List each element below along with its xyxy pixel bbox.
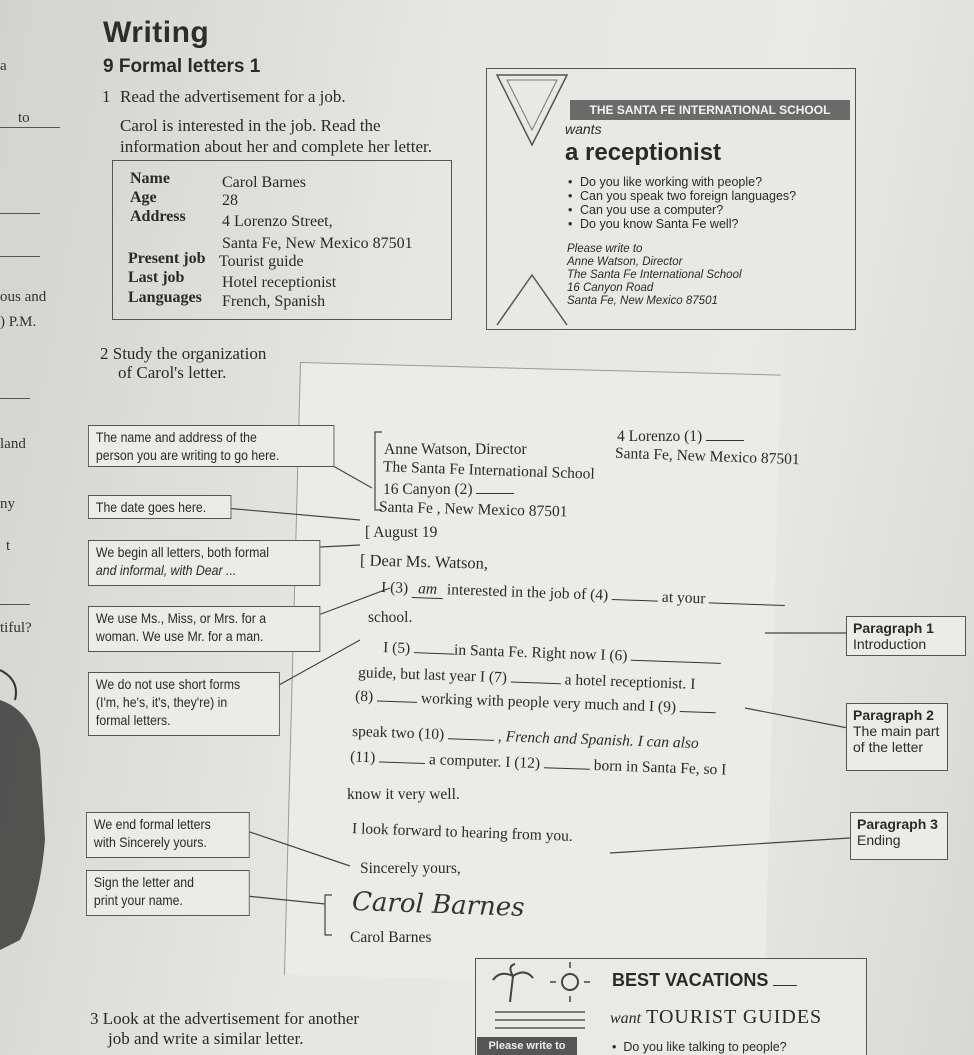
please-write-banner: Please write to bbox=[477, 1037, 577, 1055]
margin-text: land bbox=[0, 436, 26, 452]
letter-line: school. bbox=[368, 609, 413, 626]
instruction-line: Carol is interested in the job. Read the bbox=[120, 116, 381, 135]
info-value: Santa Fe, New Mexico 87501 bbox=[222, 235, 413, 252]
margin-text: ous and bbox=[0, 289, 47, 305]
ad-bullet: • Can you speak two foreign languages? bbox=[568, 189, 796, 203]
ad-bullet: • Do you know Santa Fe well? bbox=[568, 217, 796, 231]
info-value: Hotel receptionist bbox=[222, 274, 337, 291]
printed-name: Carol Barnes bbox=[350, 929, 432, 946]
section-heading: 9 Formal letters 1 bbox=[103, 56, 261, 77]
letter-line: know it very well. bbox=[347, 786, 460, 803]
letter-date: [ August 19 bbox=[365, 524, 438, 541]
recipient-name: Anne Watson, Director bbox=[384, 441, 527, 458]
signature: Carol Barnes bbox=[351, 886, 526, 924]
instruction-line: information about her and complete her letter. bbox=[120, 137, 433, 156]
info-value: Carol Barnes bbox=[222, 174, 306, 191]
ad-bullet: • Do you like working with people? bbox=[568, 175, 796, 189]
letter-greeting: [ Dear Ms. Watson, bbox=[359, 550, 489, 573]
ad-job-title: a receptionist bbox=[565, 139, 722, 166]
instruction-line: 2 Study the organization bbox=[100, 344, 267, 363]
info-label: Name bbox=[130, 170, 170, 187]
letter-closing: Sincerely yours, bbox=[360, 860, 461, 877]
note-greeting: We begin all letters, both formal and informal, with Dear ... bbox=[88, 540, 320, 586]
info-label: Last job bbox=[128, 269, 185, 286]
recipient-street: 16 Canyon (2) bbox=[383, 481, 514, 499]
letter-closing-line: I look forward to hearing from you. bbox=[351, 820, 574, 845]
letter-line: speak two (10) , French and Spanish. I can also bbox=[351, 722, 699, 753]
bottom-ad-bullet: • Do you like talking to people? bbox=[612, 1040, 787, 1054]
instruction-line: job and write a similar letter. bbox=[108, 1029, 304, 1048]
note-date: The date goes here. bbox=[88, 495, 231, 519]
page-title: Writing bbox=[103, 16, 210, 49]
info-value: Tourist guide bbox=[219, 253, 304, 270]
bottom-ad-job: want TOURIST GUIDES bbox=[610, 1006, 823, 1028]
letter-line: I (3) am interested in the job of (4) at your bbox=[381, 579, 786, 611]
margin-text: tiful? bbox=[0, 620, 32, 636]
note-signature: Sign the letter and print your name. bbox=[86, 870, 250, 916]
instruction-line: 3 Look at the advertisement for another bbox=[90, 1009, 360, 1028]
letter-line: guide, but last year I (7) a hotel receptionist. I bbox=[357, 664, 696, 693]
info-value: French, Spanish bbox=[222, 293, 326, 310]
instruction-line: of Carol's letter. bbox=[118, 363, 227, 382]
info-label: Address bbox=[130, 208, 186, 225]
instruction-line: Read the advertisement for a job. bbox=[120, 87, 346, 106]
bottom-ad-title: BEST VACATIONS bbox=[612, 970, 797, 991]
note-recipient: The name and address of the person you are writing to go here. bbox=[88, 425, 334, 467]
letter-line: (8) working with people very much and I (9) bbox=[355, 688, 716, 719]
recipient-school: The Santa Fe International School bbox=[382, 458, 596, 483]
note-paragraph-2: Paragraph 2 The main part of the letter bbox=[846, 703, 948, 771]
margin-text: t bbox=[6, 538, 11, 554]
info-label: Age bbox=[130, 189, 157, 206]
margin-text: ) P.M. bbox=[0, 314, 37, 330]
note-ending: We end formal letters with Sincerely yours. bbox=[86, 812, 250, 858]
ad-bullet: • Can you use a computer? bbox=[568, 203, 796, 217]
letter-line: (11) a computer. I (12) born in Santa Fe, so I bbox=[349, 748, 727, 779]
info-value: 28 bbox=[222, 192, 238, 209]
note-paragraph-3: Paragraph 3 Ending bbox=[850, 812, 948, 860]
info-label: Languages bbox=[128, 289, 202, 306]
exercise-3-instructions bbox=[90, 1009, 359, 1049]
sender-city: Santa Fe, New Mexico 87501 bbox=[614, 444, 800, 469]
palm-sun-icon bbox=[485, 962, 595, 1032]
exercise-number: 1 bbox=[102, 87, 111, 106]
recipient-city: Santa Fe , New Mexico 87501 bbox=[378, 498, 568, 521]
margin-text: ny bbox=[0, 496, 15, 512]
ad-address: Please write to Anne Watson, Director The Santa Fe International School 16 Canyon Road Santa Fe, New Mexico 87501 bbox=[567, 243, 742, 307]
note-paragraph-1: Paragraph 1 Introduction bbox=[846, 616, 966, 656]
ad-school-banner: THE SANTA FE INTERNATIONAL SCHOOL bbox=[570, 100, 850, 120]
note-titles: We use Ms., Miss, or Mrs. for a woman. We use Mr. for a man. bbox=[88, 606, 320, 652]
sender-street: 4 Lorenzo (1) bbox=[617, 428, 744, 446]
info-label: Present job bbox=[128, 250, 206, 267]
letter-line: I (5) in Santa Fe. Right now I (6) bbox=[383, 639, 722, 669]
ad-wants: wants bbox=[565, 121, 602, 137]
info-value: 4 Lorenzo Street, bbox=[222, 213, 333, 230]
margin-text: to bbox=[18, 110, 30, 126]
note-short-forms: We do not use short forms (I'm, he's, it's, they're) in formal letters. bbox=[88, 672, 280, 736]
margin-text: a bbox=[0, 58, 7, 74]
